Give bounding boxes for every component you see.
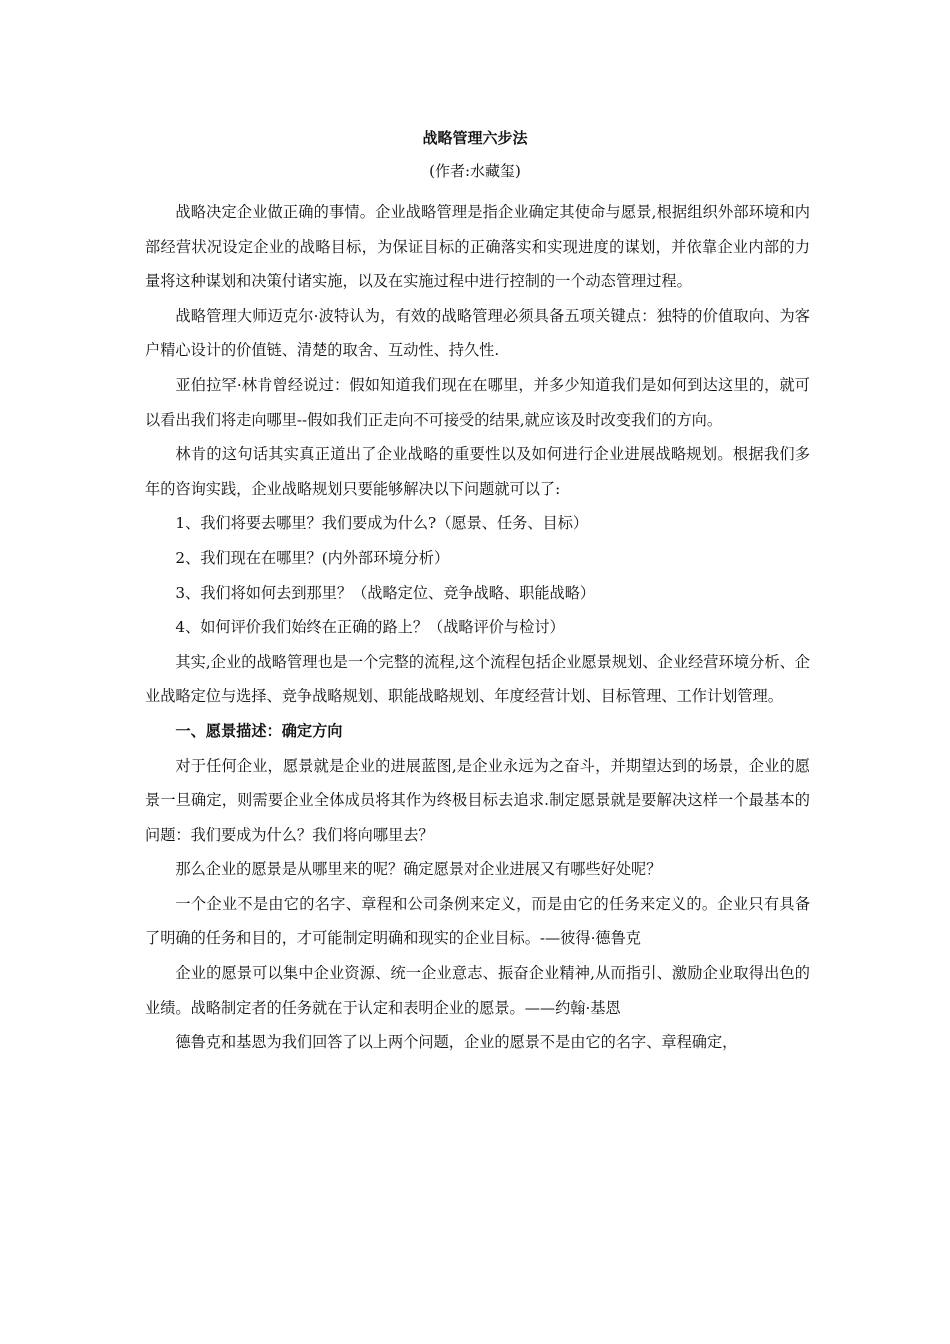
- paragraph-intro: 战略决定企业做正确的事情。企业战略管理是指企业确定其使命与愿景,根据组织外部环境和内部经营状况设定企业的战略目标，为保证目标的正确落实和实现进度的谋划，并依靠企业内部的力量将这种谋划和决策付诸实施，以及在实施过程中进行控制的一个动态管理过程。: [145, 203, 810, 291]
- paragraph-lincoln-quote: 亚伯拉罕·林肯曾经说过：假如知道我们现在在哪里，并多少知道我们是如何到达这里的，就可以看出我们将走向哪里--假如我们正走向不可接受的结果,就应该及时改变我们的方向。: [145, 375, 810, 429]
- section-heading-vision: 一、愿景描述：确定方向: [175, 721, 343, 740]
- list-item-question-1: 1、我们将要去哪里？我们要成为什么?（愿景、任务、目标）: [175, 514, 589, 533]
- document-title: 战略管理六步法: [422, 129, 528, 147]
- paragraph-vision-question: 那么企业的愿景是从哪里来的呢？确定愿景对企业进展又有哪些好处呢？: [175, 860, 662, 879]
- paragraph-vision-definition: 对于任何企业，愿景就是企业的进展蓝图,是企业永远为之奋斗，并期望达到的场景，企业的愿景一旦确定，则需要企业全体成员将其作为终极目标去追求.制定愿景就是要解决这样一个最基本的问题：我们要成为什么？我们将向哪里去？: [145, 756, 810, 844]
- paragraph-answer: 德鲁克和基恩为我们回答了以上两个问题，企业的愿景不是由它的名字、章程确定，: [175, 1033, 738, 1052]
- paragraph-drucker-quote: 一个企业不是由它的名字、章程和公司条例来定义，而是由它的任务来定义的。企业只有具备了明确的任务和目的，才可能制定明确和现实的企业目标。-—彼得·德鲁克: [145, 894, 810, 948]
- list-item-question-2: 2、我们现在在哪里？(内外部环境分析）: [175, 548, 450, 567]
- paragraph-porter: 战略管理大师迈克尔·波特认为，有效的战略管理必须具备五项关键点：独特的价值取向、为客户精心设计的价值链、清楚的取舍、互动性、持久性.: [145, 306, 810, 360]
- paragraph-process: 其实,企业的战略管理也是一个完整的流程,这个流程包括企业愿景规划、企业经营环境分析、企业战略定位与选择、竞争战略规划、职能战略规划、年度经营计划、目标管理、工作计划管理。: [145, 652, 810, 706]
- paragraph-lincoln-comment: 林肯的这句话其实真正道出了企业战略的重要性以及如何进行企业进展战略规划。根据我们多年的咨询实践，企业战略规划只要能够解决以下问题就可以了:: [145, 445, 810, 498]
- document-body: [145, 195, 810, 1060]
- document-author: (作者:水藏玺): [429, 162, 521, 180]
- list-item-question-3: 3、我们将如何去到那里？（战略定位、竞争战略、职能战略）: [175, 583, 596, 602]
- paragraph-keane-quote: 企业的愿景可以集中企业资源、统一企业意志、振奋企业精神,从而指引、激励企业取得出色的业绩。战略制定者的任务就在于认定和表明企业的愿景。——约翰·基恩: [145, 964, 810, 1017]
- list-item-question-4: 4、如何评价我们始终在正确的路上？（战略评价与检讨）: [175, 618, 565, 637]
